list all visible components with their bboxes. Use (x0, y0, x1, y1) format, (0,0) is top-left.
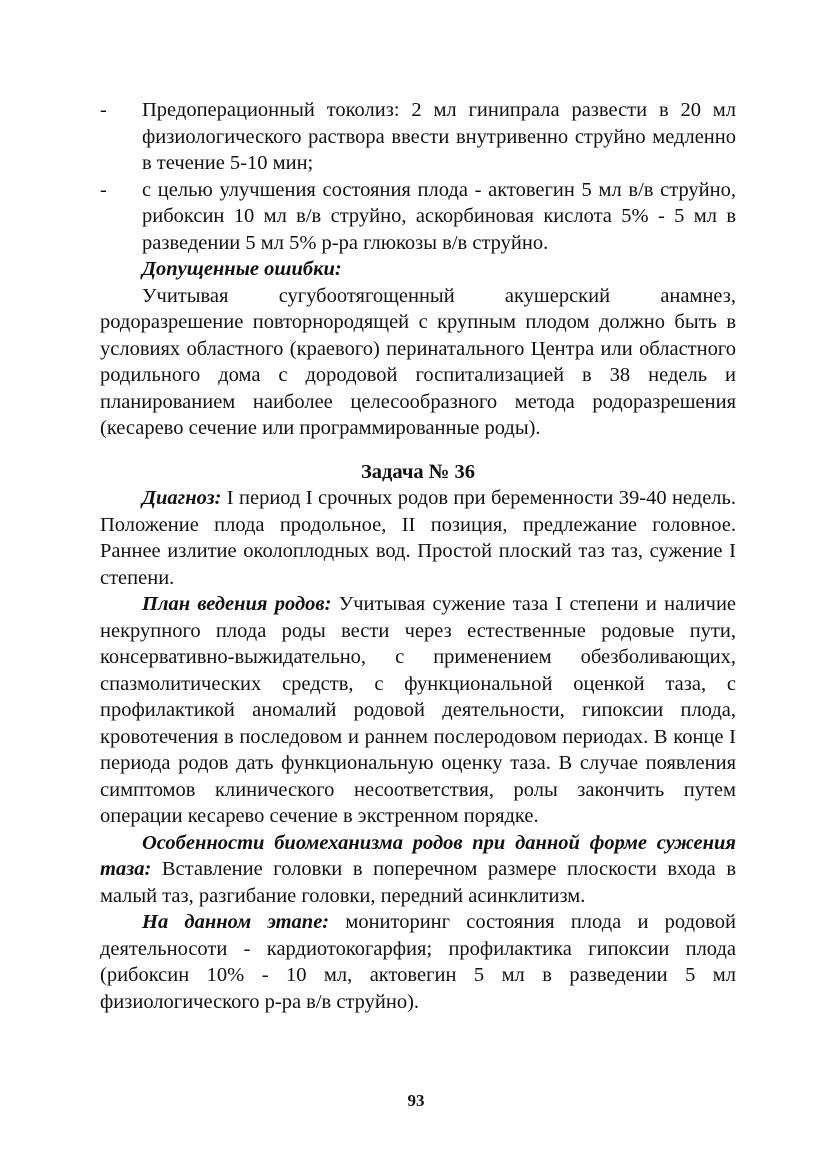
stage-paragraph (100, 909, 736, 1015)
biomechanism-label: Особенности биомеханизма родов при данной форме сужения таза: (100, 831, 736, 880)
diagnosis-label: Диагноз: (142, 487, 222, 509)
diagnosis-paragraph (100, 485, 736, 591)
biomechanism-text: Вставление головки в поперечном размере плоскости входа в малый таз, разгибание головки, передний асинклитизм. (100, 858, 736, 907)
bullet-text: Предоперационный токолиз: 2 мл гинипрала развести в 20 мл физиологического раствора ввести внутривенно струйно медленно в течение 5-10 мин; (142, 99, 736, 174)
task-title: Задача № 36 (360, 460, 476, 483)
plan-paragraph (100, 591, 736, 830)
bullet-dash: - (100, 99, 107, 121)
diagnosis-text: I период I срочных родов при беременности 39-40 недель. Положение плода продольное, II позиция, предлежание головное. Раннее излитие околоплодных вод. Простой плоский таз таз, сужение I степени. (100, 487, 736, 589)
bullet-dash: - (100, 178, 107, 201)
bullet-item-fetal-condition (100, 177, 736, 257)
stage-text: мониторинг состояния плода и родовой деятельносоти - кардиотокогарфия; профилактика гипоксии плода (рибоксин 10% - 10 мл, актовегин 5 мл в разведении 5 мл физиологического р-ра в/в струйно). (100, 911, 737, 1013)
bullet-text: с целью улучшения состояния плода - актовегин 5 мл в/в струйно, рибоксин 10 мл в/в струйно, аскорбиновая кислота 5% - 5 мл в разведении 5 мл 5% р-ра глюкозы в/в струйно. (142, 178, 736, 254)
errors-heading: Допущенные ошибки: (142, 258, 342, 280)
stage-label: На данном этапе: (142, 911, 330, 933)
plan-text: Учитывая сужение таза I степени и наличие некрупного плода роды вести через естественные родовые пути, консервативно-выжидательно, с применением обезболивающих, спазмолитических средств, с функциональной оценкой таза, с профилактикой аномалий родовой деятельности, гипоксии плода, кровотечения в последовом и раннем послеродовом периодах. В конце I периода родов дать функциональную оценку таза. В случае появления симптомов клинического несоответствия, ролы закончить путем операции кесарево сечение в экстренном порядке. (100, 593, 737, 827)
biomechanism-paragraph (100, 830, 736, 910)
bullet-item-tocolysis (100, 97, 736, 177)
page-content (100, 97, 736, 1015)
errors-text: Учитывая сугубоотягощенный акушерский анамнез, родоразрешение повторнородящей с крупным плодом должно быть в условиях областного (краевого) перинатального Центра или областного родильного дома с дородовой госпитализацией в 38 недель и планированием наиболее целесообразного метода родоразрешения (кесарево сечение или программированные роды). (100, 284, 736, 439)
plan-label: План ведения родов: (142, 593, 332, 615)
page-number: 93 (407, 1091, 425, 1110)
